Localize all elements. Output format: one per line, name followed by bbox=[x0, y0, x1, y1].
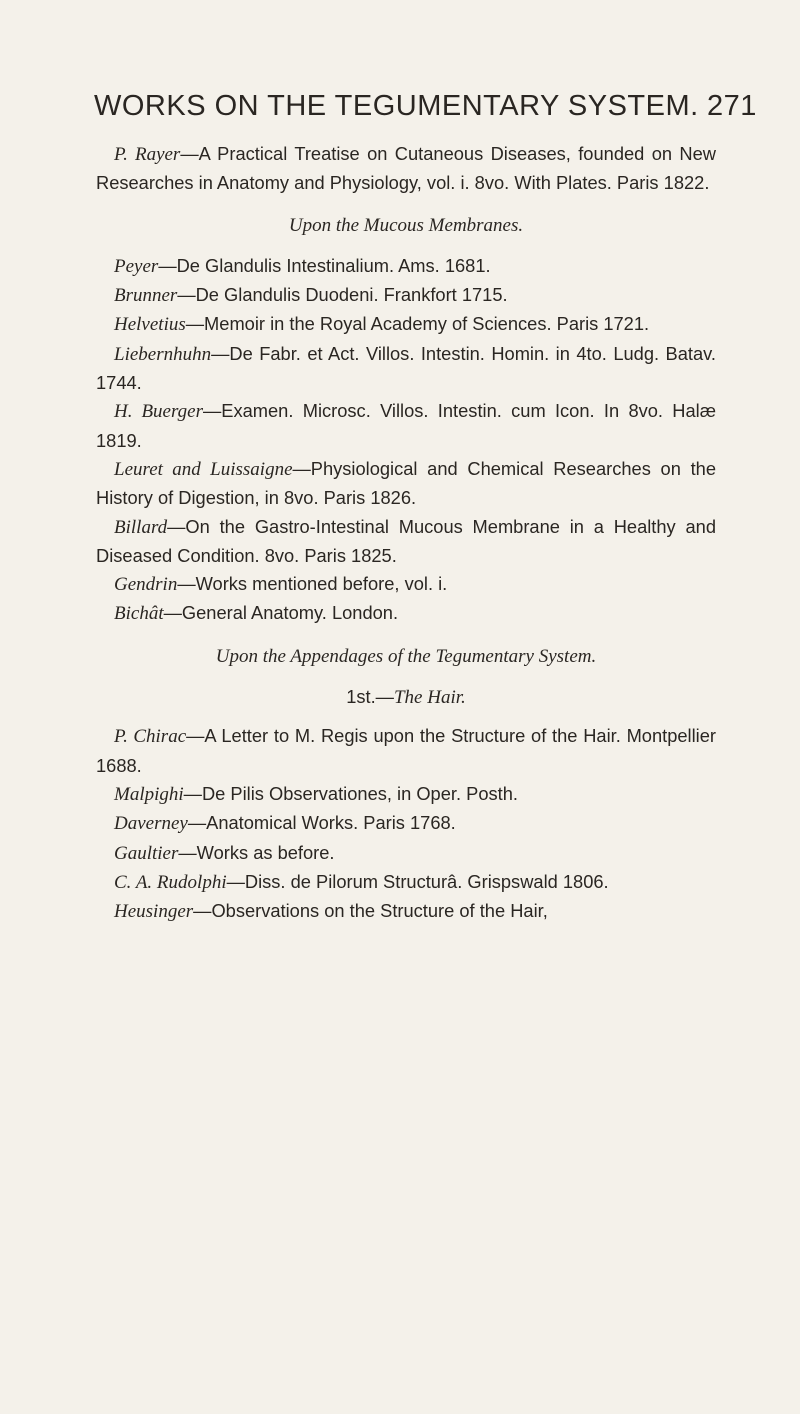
bibliography-entry bbox=[96, 140, 716, 198]
entry-author: P. Rayer bbox=[114, 144, 181, 165]
hair-entries bbox=[96, 722, 716, 926]
bibliography-entry bbox=[96, 897, 716, 926]
entry-author: Malpighi bbox=[114, 783, 184, 805]
entry-text: —Physiological and Chemical Researches on the History of Digestion, in 8vo. Paris 1826. bbox=[96, 457, 716, 509]
entry-text: —Diss. de Pilorum Structurâ. Grispswald 1806. bbox=[226, 870, 609, 892]
entry-author: Heusinger bbox=[114, 901, 194, 923]
entry-author: Liebernhuhn bbox=[114, 343, 212, 365]
mucous-entries bbox=[96, 252, 716, 629]
bibliography-entry bbox=[96, 310, 716, 339]
entry-text: —Works mentioned before, vol. i. bbox=[177, 573, 448, 595]
bibliography-entry bbox=[96, 455, 716, 513]
subsection-title: The Hair. bbox=[393, 687, 466, 709]
entry-author: H. Buerger bbox=[114, 401, 203, 423]
bibliography-entry bbox=[96, 340, 716, 398]
bibliography-entry bbox=[96, 252, 716, 281]
entry-text: —Works as before. bbox=[178, 841, 335, 863]
subsection-heading-hair bbox=[96, 683, 716, 712]
bibliography-entry bbox=[96, 513, 716, 571]
entry-text: —A Practical Treatise on Cutaneous Diseases, founded on New Researches in Anatomy and Physiology, vol. i. 8vo. With Plates. Paris 1822. bbox=[96, 143, 716, 194]
entry-author: Helvetius bbox=[114, 314, 186, 336]
entry-text: —General Anatomy. London. bbox=[163, 602, 399, 624]
bibliography-entry bbox=[96, 809, 716, 838]
entry-text: —Memoir in the Royal Academy of Sciences. Paris 1721. bbox=[185, 313, 650, 335]
page-number: 271 bbox=[707, 90, 757, 122]
entry-text: —De Fabr. et Act. Villos. Intestin. Homin. in 4to. Ludg. Batav. 1744. bbox=[96, 342, 716, 394]
entry-text: —On the Gastro-Intestinal Mucous Membrane in a Healthy and Diseased Condition. 8vo. Paris 1825. bbox=[96, 515, 716, 566]
bibliography-entry bbox=[96, 839, 716, 868]
entry-author: C. A. Rudolphi bbox=[114, 871, 227, 893]
section-heading-appendages: Upon the Appendages of the Tegumentary System. bbox=[215, 645, 597, 667]
entry-author: Gaultier bbox=[114, 842, 179, 864]
entry-author: Bichât bbox=[114, 603, 164, 625]
header-title: WORKS ON THE TEGUMENTARY SYSTEM. bbox=[94, 90, 699, 122]
bibliography-entry bbox=[96, 599, 716, 628]
subsection-prefix: 1st.— bbox=[346, 686, 394, 708]
entry-text: —Anatomical Works. Paris 1768. bbox=[187, 812, 456, 834]
entry-author: Gendrin bbox=[114, 574, 178, 596]
bibliography-entry bbox=[96, 780, 716, 809]
entry-text: —De Glandulis Intestinalium. Ams. 1681. bbox=[158, 254, 491, 276]
entry-author: Leuret and Luissaigne bbox=[114, 458, 293, 480]
entry-author: Brunner bbox=[114, 285, 178, 307]
entry-text: —De Glandulis Duodeni. Frankfort 1715. bbox=[177, 284, 508, 306]
entry-author: P. Chirac bbox=[114, 726, 187, 748]
entry-author: Billard bbox=[114, 516, 168, 538]
entry-text: —De Pilis Observationes, in Oper. Posth. bbox=[183, 782, 518, 804]
entry-text: —A Letter to M. Regis upon the Structure of the Hair. Montpellier 1688. bbox=[96, 725, 716, 776]
running-header bbox=[94, 90, 757, 123]
body-text bbox=[96, 140, 716, 926]
section-heading-mucous: Upon the Mucous Membranes. bbox=[288, 214, 524, 236]
bibliography-entry bbox=[96, 397, 716, 455]
bibliography-entry bbox=[96, 281, 716, 310]
entry-author: Daverney bbox=[114, 813, 188, 835]
entry-author: Peyer bbox=[114, 255, 159, 277]
entry-text: —Observations on the Structure of the Hair, bbox=[193, 900, 548, 922]
bibliography-entry bbox=[96, 722, 716, 780]
bibliography-entry bbox=[96, 868, 716, 897]
entry-text: —Examen. Microsc. Villos. Intestin. cum Icon. In 8vo. Halæ 1819. bbox=[96, 400, 716, 451]
bibliography-entry bbox=[96, 570, 716, 599]
